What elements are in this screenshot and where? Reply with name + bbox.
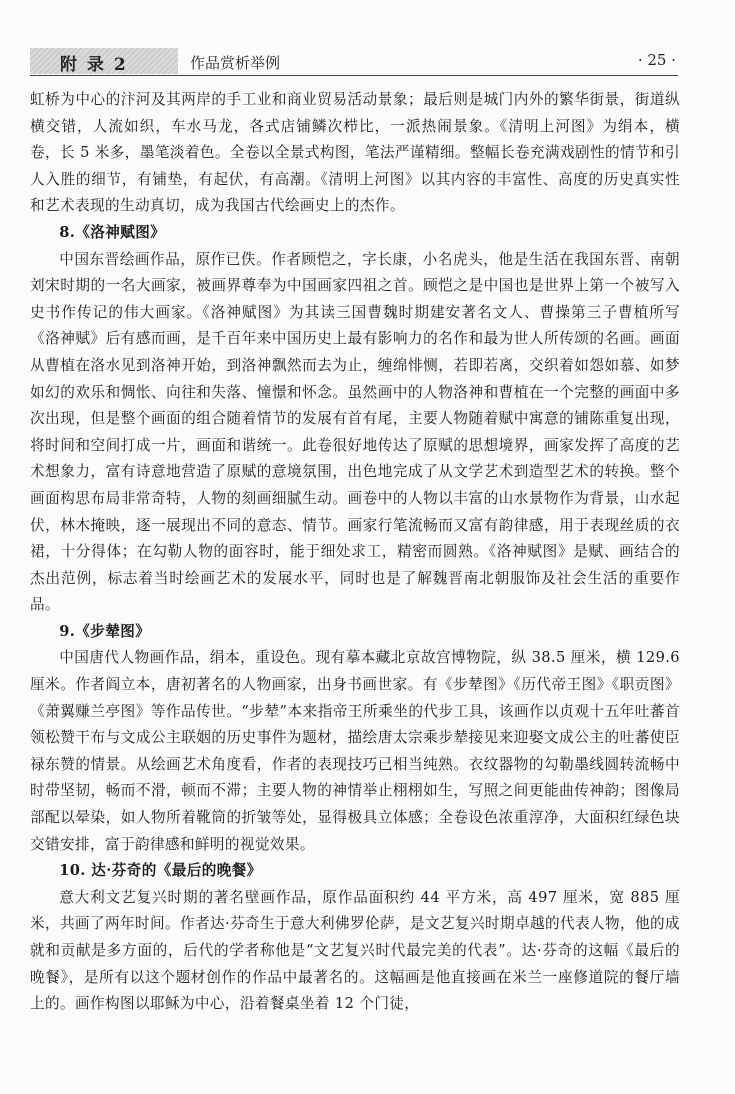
body-text [30,87,680,1018]
heading-item-9: 9.《步辇图》 [59,622,151,640]
header-appendix-label: 附 录 2 [60,55,128,75]
header-section-title: 作品赏析举例 [190,54,281,72]
paragraph-continuation: 虹桥为中心的汴河及其两岸的手工业和商业贸易活动景象；最后则是城门内外的繁华街景，街道纵横交错，人流如织，车水马龙，各式店铺鳞次栉比，一派热闹景象。《清明上河图》为绢本，横卷，长 5 米多，墨笔淡着色。全卷以全景式构图，笔法严谨精细。整幅长卷充满戏剧性的情节和引人入胜的细节，有铺垫，有起伏，有高潮。《清明上河图》以其内容的丰富性、高度的历史真实性和艺术表现的生动真切，成为我国古代绘画史上的杰作。 [30,91,680,215]
running-header [30,46,678,76]
heading-item-10: 10. 达·芬奇的《最后的晚餐》 [59,862,262,880]
heading-item-8: 8.《洛神赋图》 [59,223,166,241]
paragraph-item-8: 中国东晋绘画作品，原作已佚。作者顾恺之，字长康，小名虎头，他是生活在我国东晋、南朝刘宋时期的一名大画家，被画界尊奉为中国画家四祖之首。顾恺之是中国也是世界上第一个被写入史书作传记的伟大画家。《洛神赋图》为其读三国曹魏时期建安著名文人、曹操第三子曹植所写《洛神赋》后有感而画，是千百年来中国历史上最有影响力的名作和最为世人所传颂的名画。画面从曹植在洛水见到洛神开始，到洛神飘然而去为止，缠绵悱恻，若即若离，交织着如怨如慕、如梦如幻的欢乐和惆怅、向往和失落、憧憬和怀念。虽然画中的人物洛神和曹植在一个完整的画面中多次出现，但是整个画面的组合随着情节的发展有首有尾，主要人物随着赋中寓意的铺陈重复出现，将时间和空间打成一片，画面和谐统一。此卷很好地传达了原赋的思想境界，画家发挥了高度的艺术想象力，富有诗意地营造了原赋的意境氛围，出色地完成了从文学艺术到造型艺术的转换。整个画面构思布局非常奇特，人物的刻画细腻生动。画卷中的人物以丰富的山水景物作为背景，山水起伏，林木掩映，逐一展现出不同的意态、情节。画家行笔流畅而又富有韵律感，用于表现丝质的衣裙，十分得体；在勾勒人物的面容时，能于细处求工，精密而圆熟。《洛神赋图》是赋、画结合的杰出范例，标志着当时绘画艺术的发展水平，同时也是了解魏晋南北朝服饰及社会生活的重要作品。 [30,250,680,614]
page-number: · 25 · [637,51,676,69]
header-rule [30,75,678,76]
paragraph-item-10: 意大利文艺复兴时期的著名壁画作品，原作品面积约 44 平方米，高 497 厘米，宽 885 厘米，共画了两年时间。作者达·芬奇生于意大利佛罗伦萨，是文艺复兴时期卓越的代表人物，他的成就和贡献是多方面的，后代的学者称他是“文艺复兴时代最完美的代表”。达·芬奇的这幅《最后的晚餐》，是所有以这个题材创作的作品中最著名的。这幅画是他直接画在米兰一座修道院的餐厅墙上的。画作构图以耶稣为中心，沿着餐桌坐着 12 个门徒， [30,888,680,1013]
paragraph-item-9: 中国唐代人物画作品，绢本，重设色。现有摹本藏北京故宫博物院，纵 38.5 厘米，横 129.6 厘米。作者阎立本，唐初著名的人物画家，出身书画世家。有《步辇图》《历代帝王图》《职贡图》《萧翼赚兰亭图》等作品传世。“步辇”本来指帝王所乘坐的代步工具，该画作以贞观十五年吐蕃首领松赞干布与文成公主联姻的历史事件为题材，描绘唐太宗乘步辇接见来迎娶文成公主的吐蕃使臣禄东赞的情景。从绘画艺术角度看，作者的表现技巧已相当纯熟。衣纹器物的勾勒墨线圆转流畅中时带坚韧，畅而不滑，顿而不滞；主要人物的神情举止栩栩如生，写照之间更能曲传神韵；图像局部配以晕染，如人物所着靴筒的折皱等处，显得极具立体感；全卷设色浓重淳净，大面积红绿色块交错安排，富于韵律感和鲜明的视觉效果。 [30,649,680,853]
